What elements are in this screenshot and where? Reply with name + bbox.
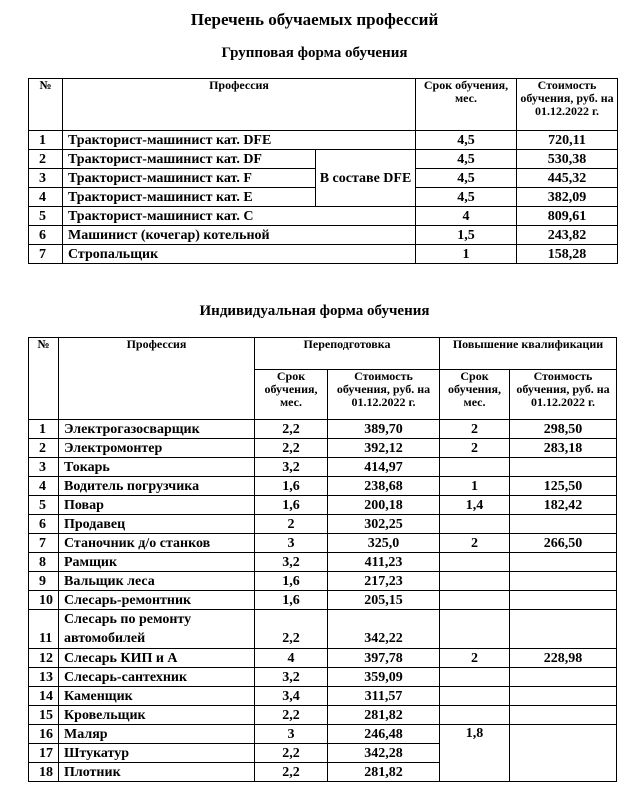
- upgrade-duration-value: [440, 610, 510, 649]
- table-row: [29, 207, 618, 226]
- table-row: [29, 610, 617, 649]
- profession-name: Повар: [59, 496, 255, 515]
- retraining-cost-value: 389,70: [328, 420, 440, 439]
- upgrade-duration-value: [440, 553, 510, 572]
- duration-value: 1: [416, 245, 517, 264]
- cost-value: 720,11: [517, 131, 618, 150]
- upgrade-cost-value: [510, 725, 617, 782]
- retraining-duration-value: 3,2: [255, 668, 328, 687]
- individual-table-body: [29, 420, 617, 782]
- row-number: 4: [29, 477, 59, 496]
- row-number: 4: [29, 188, 63, 207]
- row-number: 17: [29, 744, 59, 763]
- table-row: [29, 668, 617, 687]
- upgrade-duration-value: 2: [440, 420, 510, 439]
- duration-value: 4,5: [416, 150, 517, 169]
- retraining-duration-value: 2,2: [255, 706, 328, 725]
- duration-value: 4,5: [416, 188, 517, 207]
- upgrade-duration-value: [440, 458, 510, 477]
- upgrade-cost-value: [510, 458, 617, 477]
- retraining-duration-value: 4: [255, 649, 328, 668]
- retraining-duration-value: 3: [255, 725, 328, 744]
- retraining-cost-value: 411,23: [328, 553, 440, 572]
- row-number: 7: [29, 534, 59, 553]
- row-number: 16: [29, 725, 59, 744]
- upgrade-cost-value: 182,42: [510, 496, 617, 515]
- profession-name: Продавец: [59, 515, 255, 534]
- duration-value: 4: [416, 207, 517, 226]
- retraining-duration-value: 3,2: [255, 458, 328, 477]
- retraining-duration-value: 2,2: [255, 420, 328, 439]
- retraining-duration-value: 1,6: [255, 496, 328, 515]
- row-number: 11: [29, 610, 59, 649]
- profession-name: Каменщик: [59, 687, 255, 706]
- profession-name: Маляр: [59, 725, 255, 744]
- group-training-table: [28, 78, 618, 264]
- upgrade-duration-value: [440, 668, 510, 687]
- header-number: №: [29, 338, 59, 420]
- header-upgrade: Повышение квалификации: [440, 338, 617, 370]
- dfe-group-note: В составе DFE: [316, 150, 416, 207]
- cost-value: 445,32: [517, 169, 618, 188]
- header-profession: Профессия: [59, 338, 255, 420]
- retraining-cost-value: 302,25: [328, 515, 440, 534]
- retraining-duration-value: 2,2: [255, 439, 328, 458]
- row-number: 2: [29, 150, 63, 169]
- row-number: 1: [29, 131, 63, 150]
- row-number: 6: [29, 226, 63, 245]
- table-row: [29, 458, 617, 477]
- page-title: Перечень обучаемых профессий: [190, 10, 439, 29]
- table-row: [29, 439, 617, 458]
- table-row: [29, 245, 618, 264]
- table-row: [29, 591, 617, 610]
- cost-value: 809,61: [517, 207, 618, 226]
- table-row: [29, 725, 617, 744]
- row-number: 12: [29, 649, 59, 668]
- table-row: [29, 534, 617, 553]
- profession-name: Машинист (кочегар) котельной: [63, 226, 416, 245]
- retraining-cost-value: 397,78: [328, 649, 440, 668]
- upgrade-duration-value: 1,8: [440, 725, 510, 782]
- profession-name: Рамщик: [59, 553, 255, 572]
- upgrade-cost-value: 125,50: [510, 477, 617, 496]
- upgrade-cost-value: [510, 572, 617, 591]
- upgrade-cost-value: 283,18: [510, 439, 617, 458]
- header-number: №: [29, 79, 63, 131]
- header-profession: Профессия: [63, 79, 416, 131]
- upgrade-duration-value: 1,4: [440, 496, 510, 515]
- profession-name: Вальщик леса: [59, 572, 255, 591]
- upgrade-cost-value: [510, 610, 617, 649]
- row-number: 18: [29, 763, 59, 782]
- upgrade-cost-value: 228,98: [510, 649, 617, 668]
- profession-name: Станочник д/о станков: [59, 534, 255, 553]
- row-number: 2: [29, 439, 59, 458]
- row-number: 14: [29, 687, 59, 706]
- group-section-title: Групповая форма обучения: [221, 45, 408, 61]
- header-upgrade-duration: Срок обучения, мес.: [440, 370, 510, 420]
- profession-name: Кровельщик: [59, 706, 255, 725]
- upgrade-cost-value: [510, 706, 617, 725]
- upgrade-cost-value: [510, 553, 617, 572]
- row-number: 10: [29, 591, 59, 610]
- row-number: 8: [29, 553, 59, 572]
- table-row: [29, 131, 618, 150]
- cost-value: 382,09: [517, 188, 618, 207]
- row-number: 1: [29, 420, 59, 439]
- cost-value: 530,38: [517, 150, 618, 169]
- upgrade-duration-value: [440, 572, 510, 591]
- retraining-cost-value: 325,0: [328, 534, 440, 553]
- row-number: 9: [29, 572, 59, 591]
- cost-value: 158,28: [517, 245, 618, 264]
- table-row: [29, 496, 617, 515]
- retraining-duration-value: 2: [255, 515, 328, 534]
- duration-value: 4,5: [416, 131, 517, 150]
- profession-name: Слесарь-ремонтник: [59, 591, 255, 610]
- upgrade-duration-value: [440, 706, 510, 725]
- header-retraining-duration: Срок обучения, мес.: [255, 370, 328, 420]
- retraining-cost-value: 342,22: [328, 610, 440, 649]
- profession-name: Слесарь-сантехник: [59, 668, 255, 687]
- profession-name: Слесарь по ремонту автомобилей: [59, 610, 255, 649]
- individual-section-title: Индивидуальная форма обучения: [199, 303, 430, 319]
- table-row: [29, 226, 618, 245]
- profession-name: Стропальщик: [63, 245, 416, 264]
- retraining-cost-value: 414,97: [328, 458, 440, 477]
- retraining-cost-value: 205,15: [328, 591, 440, 610]
- retraining-duration-value: 2,2: [255, 610, 328, 649]
- row-number: 7: [29, 245, 63, 264]
- table-row: [29, 649, 617, 668]
- profession-name: Тракторист-машинист кат. C: [63, 207, 416, 226]
- profession-name: Электромонтер: [59, 439, 255, 458]
- retraining-cost-value: 342,28: [328, 744, 440, 763]
- cost-value: 243,82: [517, 226, 618, 245]
- table-row: [29, 572, 617, 591]
- retraining-cost-value: 217,23: [328, 572, 440, 591]
- individual-training-table: [28, 337, 617, 782]
- header-duration: Срок обучения, мес.: [416, 79, 517, 131]
- upgrade-cost-value: 298,50: [510, 420, 617, 439]
- profession-name: Тракторист-машинист кат. DF: [63, 150, 316, 169]
- retraining-cost-value: 392,12: [328, 439, 440, 458]
- row-number: 3: [29, 169, 63, 188]
- table-row: [29, 420, 617, 439]
- retraining-duration-value: 3,4: [255, 687, 328, 706]
- table-row: [29, 515, 617, 534]
- profession-name: Тракторист-машинист кат. DFE: [63, 131, 416, 150]
- profession-name: Плотник: [59, 763, 255, 782]
- profession-name: Электрогазосварщик: [59, 420, 255, 439]
- retraining-duration-value: 1,6: [255, 591, 328, 610]
- upgrade-duration-value: [440, 687, 510, 706]
- retraining-duration-value: 1,6: [255, 572, 328, 591]
- duration-value: 4,5: [416, 169, 517, 188]
- upgrade-duration-value: [440, 515, 510, 534]
- row-number: 3: [29, 458, 59, 477]
- retraining-cost-value: 311,57: [328, 687, 440, 706]
- upgrade-duration-value: 2: [440, 439, 510, 458]
- table-row: [29, 687, 617, 706]
- profession-name: Тракторист-машинист кат. E: [63, 188, 316, 207]
- row-number: 5: [29, 496, 59, 515]
- table-row: [29, 706, 617, 725]
- row-number: 6: [29, 515, 59, 534]
- retraining-duration-value: 2,2: [255, 763, 328, 782]
- retraining-duration-value: 3,2: [255, 553, 328, 572]
- table-row: [29, 553, 617, 572]
- upgrade-cost-value: [510, 515, 617, 534]
- retraining-cost-value: 281,82: [328, 706, 440, 725]
- retraining-cost-value: 359,09: [328, 668, 440, 687]
- retraining-duration-value: 1,6: [255, 477, 328, 496]
- retraining-cost-value: 281,82: [328, 763, 440, 782]
- upgrade-duration-value: 2: [440, 534, 510, 553]
- retraining-cost-value: 246,48: [328, 725, 440, 744]
- row-number: 13: [29, 668, 59, 687]
- upgrade-cost-value: [510, 668, 617, 687]
- profession-name: Водитель погрузчика: [59, 477, 255, 496]
- table-row: [29, 150, 618, 169]
- header-cost: Стоимость обучения, руб. на 01.12.2022 г.: [517, 79, 618, 131]
- retraining-cost-value: 200,18: [328, 496, 440, 515]
- profession-name: Токарь: [59, 458, 255, 477]
- upgrade-duration-value: [440, 591, 510, 610]
- profession-name: Слесарь КИП и А: [59, 649, 255, 668]
- profession-name: Штукатур: [59, 744, 255, 763]
- upgrade-duration-value: 2: [440, 649, 510, 668]
- table-row: [29, 477, 617, 496]
- retraining-cost-value: 238,68: [328, 477, 440, 496]
- retraining-duration-value: 3: [255, 534, 328, 553]
- upgrade-cost-value: [510, 687, 617, 706]
- header-retraining: Переподготовка: [255, 338, 440, 370]
- row-number: 15: [29, 706, 59, 725]
- header-upgrade-cost: Стоимость обучения, руб. на 01.12.2022 г.: [510, 370, 617, 420]
- upgrade-cost-value: [510, 591, 617, 610]
- retraining-duration-value: 2,2: [255, 744, 328, 763]
- row-number: 5: [29, 207, 63, 226]
- profession-name: Тракторист-машинист кат. F: [63, 169, 316, 188]
- upgrade-cost-value: 266,50: [510, 534, 617, 553]
- header-retraining-cost: Стоимость обучения, руб. на 01.12.2022 г.: [328, 370, 440, 420]
- upgrade-duration-value: 1: [440, 477, 510, 496]
- duration-value: 1,5: [416, 226, 517, 245]
